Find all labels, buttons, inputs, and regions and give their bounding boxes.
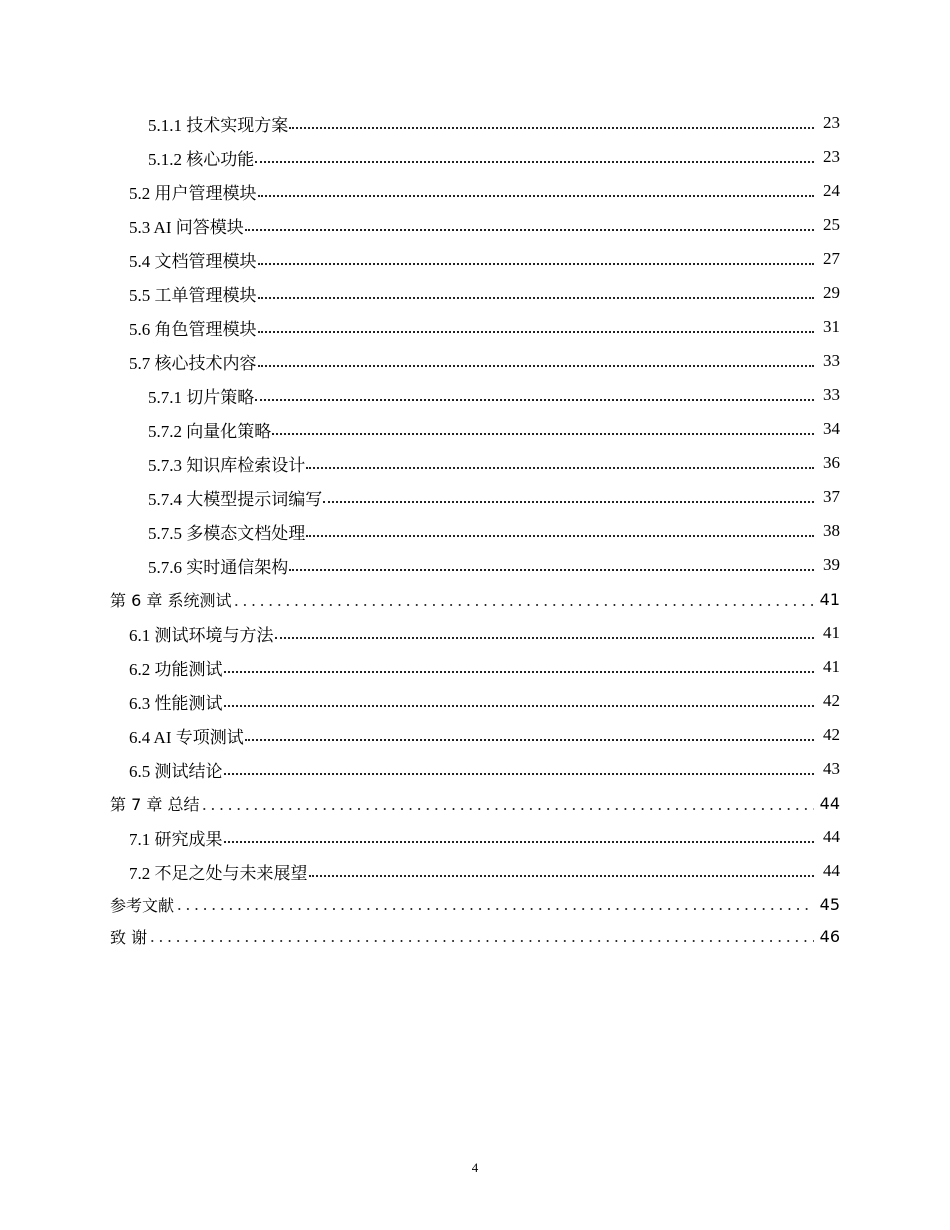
dot-leader: [306, 534, 814, 537]
dot-leader: [175, 908, 814, 910]
toc-entry[interactable]: [0, 854, 950, 888]
toc-entry-page: 41: [819, 589, 840, 609]
toc-entry-page: 23: [823, 147, 840, 166]
toc-entry[interactable]: [0, 752, 950, 786]
toc-entry[interactable]: [0, 344, 950, 378]
toc-entry-title: 5.4 文档管理模块: [129, 251, 257, 271]
toc-entry-page: 31: [823, 317, 840, 336]
dot-leader: [306, 466, 814, 469]
toc-entry[interactable]: [0, 446, 950, 480]
dot-leader: [275, 636, 815, 639]
table-of-contents: [0, 106, 950, 952]
dot-leader: [258, 364, 815, 367]
dot-leader: [245, 228, 814, 231]
toc-entry-title: 5.7.6 实时通信架构: [148, 557, 289, 577]
toc-entry[interactable]: [0, 208, 950, 242]
dot-leader: [224, 840, 815, 843]
toc-entry-page: 41: [823, 657, 840, 676]
toc-entry[interactable]: [0, 820, 950, 854]
toc-entry-title: 6.4 AI 专项测试: [129, 727, 244, 747]
dot-leader: [323, 500, 814, 503]
dot-leader: [258, 330, 815, 333]
toc-entry-page: 42: [823, 725, 840, 744]
toc-entry-title: 5.1.1 技术实现方案: [148, 115, 289, 135]
toc-entry[interactable]: [0, 684, 950, 718]
toc-entry-page: 23: [823, 113, 840, 132]
toc-entry-page: 44: [823, 827, 840, 846]
toc-entry-title: 6.1 测试环境与方法: [129, 625, 274, 645]
toc-entry-title: 7.1 研究成果: [129, 829, 223, 849]
toc-entry-page: 46: [819, 926, 840, 946]
toc-entry-page: 37: [823, 487, 840, 506]
toc-entry[interactable]: [0, 140, 950, 174]
dot-leader: [258, 262, 815, 265]
toc-entry-title: 致 谢: [110, 927, 148, 947]
toc-entry[interactable]: [0, 888, 950, 920]
toc-entry[interactable]: [0, 718, 950, 752]
toc-entry-title: 6.3 性能测试: [129, 693, 223, 713]
dot-leader: [224, 670, 815, 673]
dot-leader: [258, 296, 815, 299]
toc-entry-title: 5.7.4 大模型提示词编写: [148, 489, 323, 509]
dot-leader: [232, 604, 814, 606]
toc-entry-title: 第 6 章 系统测试: [110, 590, 232, 610]
dot-leader: [224, 704, 815, 707]
toc-entry[interactable]: [0, 378, 950, 412]
toc-entry-page: 34: [823, 419, 840, 438]
toc-entry[interactable]: [0, 412, 950, 446]
toc-entry-page: 44: [823, 861, 840, 880]
toc-entry-title: 5.6 角色管理模块: [129, 319, 257, 339]
toc-entry-title: 6.5 测试结论: [129, 761, 223, 781]
toc-entry[interactable]: [0, 616, 950, 650]
toc-entry-title: 5.7.2 向量化策略: [148, 421, 272, 441]
toc-entry-title: 5.2 用户管理模块: [129, 183, 257, 203]
toc-entry[interactable]: [0, 786, 950, 820]
dot-leader: [224, 772, 815, 775]
dot-leader: [200, 808, 814, 810]
toc-entry-page: 27: [823, 249, 840, 268]
dot-leader: [272, 432, 814, 435]
toc-entry-title: 第 7 章 总结: [110, 794, 200, 814]
toc-entry-title: 参考文献: [110, 895, 175, 915]
toc-entry-title: 5.1.2 核心功能: [148, 149, 255, 169]
toc-entry-page: 33: [823, 385, 840, 404]
toc-entry-page: 36: [823, 453, 840, 472]
toc-entry[interactable]: [0, 174, 950, 208]
toc-entry[interactable]: [0, 514, 950, 548]
toc-entry-page: 29: [823, 283, 840, 302]
toc-entry-page: 39: [823, 555, 840, 574]
toc-entry[interactable]: [0, 650, 950, 684]
dot-leader: [258, 194, 815, 197]
toc-entry-title: 6.2 功能测试: [129, 659, 223, 679]
toc-entry[interactable]: [0, 106, 950, 140]
toc-entry-page: 45: [819, 894, 840, 914]
toc-entry-title: 5.7.1 切片策略: [148, 387, 255, 407]
toc-entry[interactable]: [0, 242, 950, 276]
toc-entry-page: 24: [823, 181, 840, 200]
toc-entry[interactable]: [0, 480, 950, 514]
dot-leader: [255, 160, 814, 163]
toc-entry-page: 38: [823, 521, 840, 540]
page-number: 4: [471, 1160, 479, 1175]
toc-entry-title: 7.2 不足之处与未来展望: [129, 863, 308, 883]
dot-leader: [309, 874, 815, 877]
toc-entry-title: 5.7.5 多模态文档处理: [148, 523, 306, 543]
toc-entry[interactable]: [0, 548, 950, 582]
toc-entry-page: 42: [823, 691, 840, 710]
dot-leader: [245, 738, 814, 741]
dot-leader: [148, 940, 814, 942]
dot-leader: [289, 568, 814, 571]
toc-entry-title: 5.7 核心技术内容: [129, 353, 257, 373]
toc-entry-title: 5.7.3 知识库检索设计: [148, 455, 306, 475]
toc-entry-title: 5.5 工单管理模块: [129, 285, 257, 305]
toc-entry-page: 25: [823, 215, 840, 234]
toc-entry[interactable]: [0, 310, 950, 344]
toc-entry[interactable]: [0, 920, 950, 952]
toc-entry-page: 33: [823, 351, 840, 370]
toc-entry[interactable]: [0, 276, 950, 310]
toc-entry-title: 5.3 AI 问答模块: [129, 217, 244, 237]
toc-entry-page: 43: [823, 759, 840, 778]
toc-entry[interactable]: [0, 582, 950, 616]
toc-entry-page: 44: [819, 793, 840, 813]
toc-entry-page: 41: [823, 623, 840, 642]
dot-leader: [255, 398, 814, 401]
dot-leader: [289, 126, 814, 129]
